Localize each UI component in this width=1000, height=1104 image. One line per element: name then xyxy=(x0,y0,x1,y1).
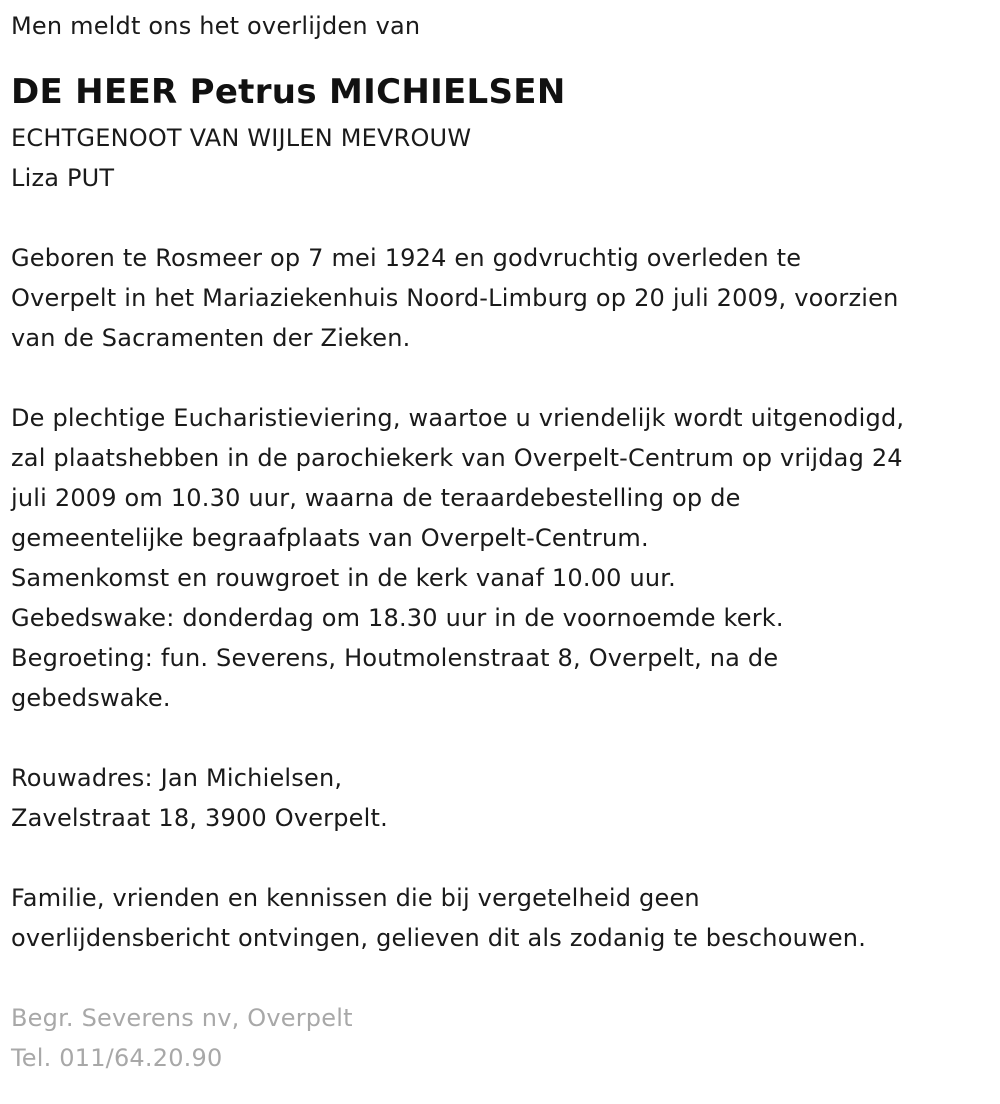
spouse-name: Liza PUT xyxy=(11,164,115,192)
mourning-address xyxy=(11,758,990,838)
spouse-line: ECHTGENOOT VAN WIJLEN MEVROUW xyxy=(11,124,472,152)
paragraph-line: gebedswake. xyxy=(11,684,171,712)
address-line: Zavelstraat 18, 3900 Overpelt. xyxy=(11,804,388,832)
paragraph-line: zal plaatshebben in de parochiekerk van Overpelt-Centrum op vrijdag 24 xyxy=(11,444,903,472)
spacer xyxy=(11,358,990,398)
paragraph-line: Samenkomst en rouwgroet in de kerk vanaf 10.00 uur. xyxy=(11,564,676,592)
spacer xyxy=(11,838,990,878)
deceased-name: DE HEER Petrus MICHIELSEN xyxy=(11,72,566,112)
birth-death-paragraph xyxy=(11,238,990,358)
undertaker-footer xyxy=(11,998,990,1078)
intro-text: Men meldt ons het overlijden van xyxy=(11,12,421,40)
paragraph-line: gemeentelijke begraafplaats van Overpelt-Centrum. xyxy=(11,524,649,552)
spacer xyxy=(11,958,990,998)
paragraph-line: Geboren te Rosmeer op 7 mei 1924 en godvruchtig overleden te xyxy=(11,244,802,272)
paragraph-line: Gebedswake: donderdag om 18.30 uur in de voornoemde kerk. xyxy=(11,604,784,632)
paragraph-line: Overpelt in het Mariaziekenhuis Noord-Limburg op 20 juli 2009, voorzien xyxy=(11,284,899,312)
paragraph-line: overlijdensbericht ontvingen, gelieven dit als zodanig te beschouwen. xyxy=(11,924,867,952)
paragraph-line: Begroeting: fun. Severens, Houtmolenstraat 8, Overpelt, na de xyxy=(11,644,779,672)
spacer xyxy=(11,718,990,758)
paragraph-line: De plechtige Eucharistieviering, waartoe u vriendelijk wordt uitgenodigd, xyxy=(11,404,905,432)
address-line: Rouwadres: Jan Michielsen, xyxy=(11,764,343,792)
closing-paragraph xyxy=(11,878,990,958)
paragraph-line: van de Sacramenten der Zieken. xyxy=(11,324,411,352)
ceremony-paragraph xyxy=(11,398,990,718)
undertaker-name: Begr. Severens nv, Overpelt xyxy=(11,1004,353,1032)
spacer xyxy=(11,198,990,238)
paragraph-line: juli 2009 om 10.30 uur, waarna de teraardebestelling op de xyxy=(11,484,741,512)
undertaker-phone: Tel. 011/64.20.90 xyxy=(11,1044,223,1072)
paragraph-line: Familie, vrienden en kennissen die bij vergetelheid geen xyxy=(11,884,700,912)
